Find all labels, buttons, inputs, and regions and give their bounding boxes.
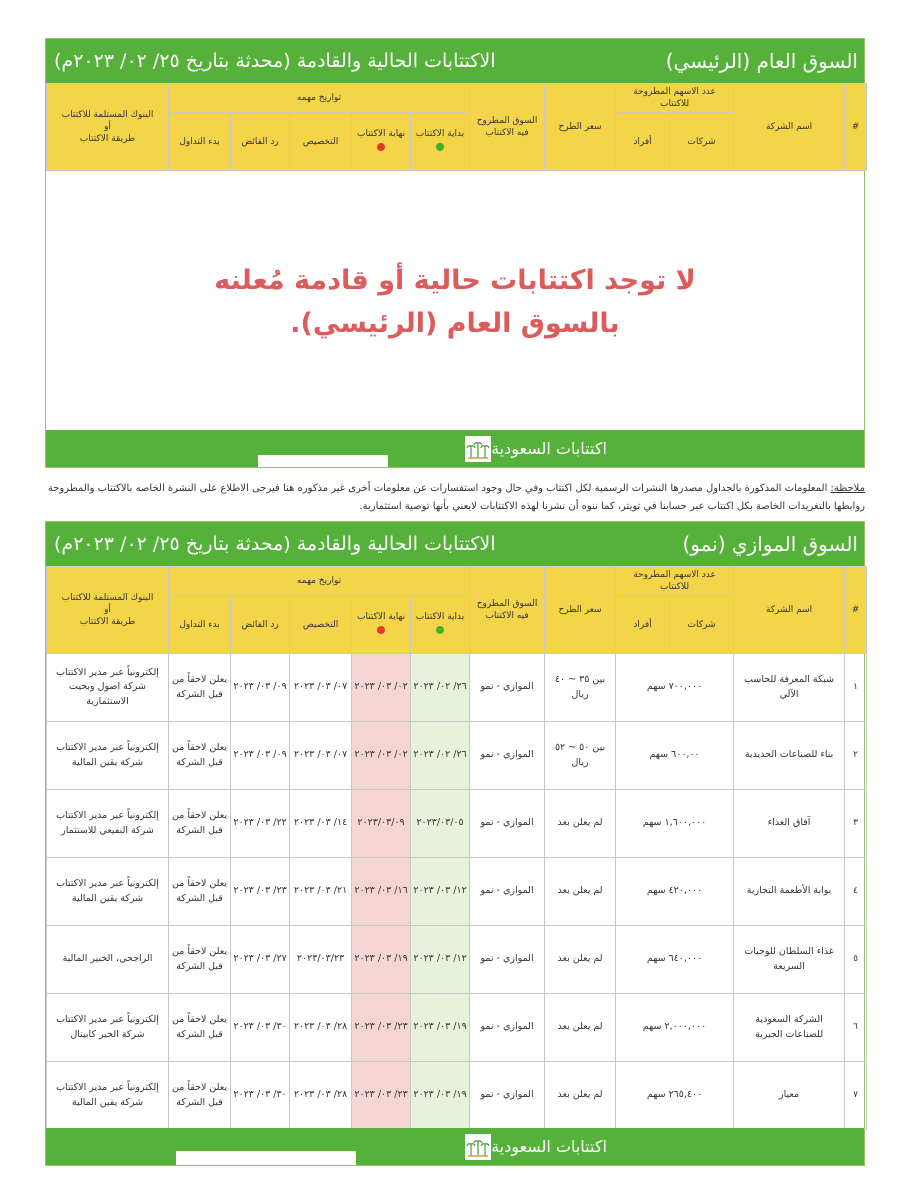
main-market-empty-state (46, 171, 864, 433)
banks-header-line1: البنوك المستلمة للاكتتاب (61, 592, 154, 603)
col-companies: شركات (670, 596, 734, 654)
row-company: الشركة السعودية للصناعات الجيرية (734, 994, 845, 1062)
row-price: لم يعلن بعد (545, 1062, 616, 1130)
row-market: الموازي - نمو (470, 654, 545, 722)
row-price: لم يعلن بعد (545, 858, 616, 926)
row-shares: ٢,٠٠٠,٠٠٠ سهم (616, 994, 734, 1062)
row-refund: ٢٧/ ٠٣/ ٢٠٢٣ (231, 926, 290, 994)
brand-name: اكتتابات السعودية (491, 1137, 607, 1156)
col-banks (47, 567, 169, 654)
row-banks: الراجحي، الخبير المالية (47, 926, 169, 994)
main-market-subtitle: الاكتتابات الحالية والقادمة (محدثة بتاريخ ٢٥/ ٠٢/ ٢٠٢٣م) (54, 50, 496, 72)
disclaimer-note (45, 480, 865, 515)
empty-message-line2: بالسوق العام (الرئيسي). (290, 308, 620, 340)
row-price: لم يعلن بعد (545, 790, 616, 858)
col-trading: بدء التداول (169, 596, 231, 654)
col-shares-offered: عدد الاسهم المطروحة للاكتتاب (616, 567, 734, 596)
row-market: الموازي - نمو (470, 994, 545, 1062)
row-market: الموازي - نمو (470, 858, 545, 926)
row-start: ١٢/ ٠٣/ ٢٠٢٣ (411, 926, 470, 994)
table-row (47, 858, 867, 926)
col-company: اسم الشركة (734, 567, 845, 654)
main-market-title-bar (46, 39, 864, 83)
row-shares: ٤٢٠,٠٠٠ سهم (616, 858, 734, 926)
row-shares: ٢٦٥,٤٠٠ سهم (616, 1062, 734, 1130)
row-refund: ٠٩/ ٠٣/ ٢٠٢٣ (231, 722, 290, 790)
nomu-brand-footer (46, 1128, 864, 1165)
banks-header-line3: طريقة الاكتتاب (79, 134, 136, 145)
table-row (47, 1062, 867, 1130)
col-price: سعر الطرح (545, 84, 616, 171)
table-row (47, 790, 867, 858)
row-allocation: ٢٨/ ٠٣/ ٢٠٢٣ (290, 994, 352, 1062)
row-num: ٦ (845, 994, 867, 1062)
nomu-market-name: السوق الموازي (نمو) (682, 532, 858, 556)
row-allocation: ٢٠٢٣/٠٣/٢٣ (290, 926, 352, 994)
main-brand-footer (46, 430, 864, 467)
row-refund: ٠٩/ ٠٣/ ٢٠٢٣ (231, 654, 290, 722)
col-important-dates: تواريخ مهمه (169, 84, 470, 113)
row-start: ٢٠٢٣/٠٣/٠٥ (411, 790, 470, 858)
col-market: السوق المطروح فيه الاكتتاب (470, 84, 545, 171)
row-company: بناء للصناعات الحديدية (734, 722, 845, 790)
row-num: ١ (845, 654, 867, 722)
main-market-panel (45, 38, 865, 468)
row-refund: ٢٢/ ٠٣/ ٢٠٢٣ (231, 790, 290, 858)
row-trading: يعلن لاحقاً من قبل الشركة (169, 722, 231, 790)
red-dot-icon (377, 626, 385, 634)
col-individuals: أفراد (616, 596, 670, 654)
row-refund: ٣٠/ ٠٣/ ٢٠٢٣ (231, 994, 290, 1062)
row-end: ١٦/ ٠٣/ ٢٠٢٣ (352, 858, 411, 926)
nomu-market-subtitle: الاكتتابات الحالية والقادمة (محدثة بتاريخ ٢٥/ ٠٢/ ٢٠٢٣م) (54, 533, 496, 555)
row-trading: يعلن لاحقاً من قبل الشركة (169, 926, 231, 994)
row-allocation: ٢١/ ٠٣/ ٢٠٢٣ (290, 858, 352, 926)
row-company: شبكة المعرفة للحاسب الآلي (734, 654, 845, 722)
row-num: ٥ (845, 926, 867, 994)
palm-logo-icon (465, 1134, 491, 1160)
row-trading: يعلن لاحقاً من قبل الشركة (169, 1062, 231, 1130)
col-shares-offered: عدد الاسهم المطروحة للاكتتاب (616, 84, 734, 113)
row-start: ٢٦/ ٠٢/ ٢٠٢٣ (411, 654, 470, 722)
row-price: بين ٣٥ ~ ٤٠ ريال (545, 654, 616, 722)
row-end: ٢٣/ ٠٣/ ٢٠٢٣ (352, 994, 411, 1062)
row-price: لم يعلن بعد (545, 926, 616, 994)
redaction-block (258, 455, 388, 467)
row-end: ٠٢/ ٠٣/ ٢٠٢٣ (352, 654, 411, 722)
row-banks: إلكترونياً عبر مدير الاكتتاب شركة اصول وبخيت الاستثمارية (47, 654, 169, 722)
row-start: ١٢/ ٠٣/ ٢٠٢٣ (411, 858, 470, 926)
col-companies: شركات (670, 113, 734, 171)
col-num: # (845, 84, 867, 171)
nomu-ipo-table (46, 566, 867, 1130)
green-dot-icon (436, 626, 444, 634)
row-num: ٤ (845, 858, 867, 926)
banks-header-line3: طريقة الاكتتاب (79, 617, 136, 628)
row-trading: يعلن لاحقاً من قبل الشركة (169, 858, 231, 926)
col-refund: رد الفائض (231, 596, 290, 654)
row-company: بوابة الأطعمة التجارية (734, 858, 845, 926)
table-row (47, 926, 867, 994)
empty-message-line1: لا توجد اكتتابات حالية أو قادمة مُعلنه (214, 265, 696, 297)
brand-name: اكتتابات السعودية (491, 439, 607, 458)
main-market-table (46, 83, 867, 171)
row-banks: إلكترونياً عبر مدير الاكتتاب شركة يقين المالية (47, 858, 169, 926)
banks-header-line1: البنوك المستلمة للاكتتاب (61, 109, 154, 120)
table-row (47, 654, 867, 722)
row-end: ٢٣/ ٠٣/ ٢٠٢٣ (352, 1062, 411, 1130)
row-allocation: ٠٧/ ٠٣/ ٢٠٢٣ (290, 654, 352, 722)
red-dot-icon (377, 143, 385, 151)
row-shares: ١,٦٠٠,٠٠٠ سهم (616, 790, 734, 858)
col-start (411, 596, 470, 654)
col-price: سعر الطرح (545, 567, 616, 654)
col-banks (47, 84, 169, 171)
row-allocation: ٢٨/ ٠٣/ ٢٠٢٣ (290, 1062, 352, 1130)
row-shares: ٦٠٠,٠٠ سهم (616, 722, 734, 790)
col-allocation: التخصيص (290, 596, 352, 654)
row-market: الموازي - نمو (470, 790, 545, 858)
row-end: ١٩/ ٠٣/ ٢٠٢٣ (352, 926, 411, 994)
nomu-market-title-bar (46, 522, 864, 566)
row-allocation: ١٤/ ٠٣/ ٢٠٢٣ (290, 790, 352, 858)
start-header-label: بداية الاكتتاب (415, 129, 465, 140)
col-end (352, 596, 411, 654)
row-trading: يعلن لاحقاً من قبل الشركة (169, 994, 231, 1062)
col-start (411, 113, 470, 171)
col-refund: رد الفائض (231, 113, 290, 171)
row-company: غذاء السلطان للوجبات السريعة (734, 926, 845, 994)
row-start: ١٩/ ٠٣/ ٢٠٢٣ (411, 994, 470, 1062)
row-trading: يعلن لاحقاً من قبل الشركة (169, 654, 231, 722)
row-banks: إلكترونياً عبر مدير الاكتتاب شركة الخير كابيتال (47, 994, 169, 1062)
main-market-name: السوق العام (الرئيسي) (665, 49, 858, 73)
note-label: ملاحظة: (830, 483, 865, 494)
col-trading: بدء التداول (169, 113, 231, 171)
row-banks: إلكترونياً عبر مدير الاكتتاب شركة يقين المالية (47, 722, 169, 790)
row-shares: ٦٤٠,٠٠٠ سهم (616, 926, 734, 994)
row-refund: ٢٣/ ٠٣/ ٢٠٢٣ (231, 858, 290, 926)
start-header-label: بداية الاكتتاب (415, 612, 465, 623)
row-end: ٠٢/ ٠٣/ ٢٠٢٣ (352, 722, 411, 790)
row-banks: إلكترونياً عبر مدير الاكتتاب شركة يقين المالية (47, 1062, 169, 1130)
palm-logo-icon (465, 436, 491, 462)
row-banks: إلكترونياً عبر مدير الاكتتاب شركة النفيعي للاستثمار (47, 790, 169, 858)
row-market: الموازي - نمو (470, 722, 545, 790)
col-allocation: التخصيص (290, 113, 352, 171)
col-num: # (845, 567, 867, 654)
row-num: ٣ (845, 790, 867, 858)
row-num: ٧ (845, 1062, 867, 1130)
green-dot-icon (436, 143, 444, 151)
col-company: اسم الشركة (734, 84, 845, 171)
col-important-dates: تواريخ مهمه (169, 567, 470, 596)
row-market: الموازي - نمو (470, 1062, 545, 1130)
redaction-block (176, 1151, 356, 1165)
col-end (352, 113, 411, 171)
col-individuals: أفراد (616, 113, 670, 171)
nomu-market-panel (45, 521, 865, 1166)
row-start: ٢٦/ ٠٢/ ٢٠٢٣ (411, 722, 470, 790)
row-market: الموازي - نمو (470, 926, 545, 994)
row-allocation: ٠٧/ ٠٣/ ٢٠٢٣ (290, 722, 352, 790)
row-trading: يعلن لاحقاً من قبل الشركة (169, 790, 231, 858)
row-shares: ٧٠٠,٠٠٠ سهم (616, 654, 734, 722)
row-start: ١٩/ ٠٣/ ٢٠٢٣ (411, 1062, 470, 1130)
row-company: معيار (734, 1062, 845, 1130)
row-num: ٢ (845, 722, 867, 790)
banks-header-line2: أو (104, 122, 111, 133)
row-price: بين ٥٠ ~ ٥٢ ريال (545, 722, 616, 790)
table-row (47, 722, 867, 790)
table-row (47, 994, 867, 1062)
row-end: ٢٠٢٣/٠٣/٠٩ (352, 790, 411, 858)
row-price: لم يعلن بعد (545, 994, 616, 1062)
col-market: السوق المطروح فيه الاكتتاب (470, 567, 545, 654)
banks-header-line2: أو (104, 605, 111, 616)
row-refund: ٣٠/ ٠٣/ ٢٠٢٣ (231, 1062, 290, 1130)
end-header-label: نهاية الاكتتاب (356, 129, 406, 140)
row-company: آفاق الغذاء (734, 790, 845, 858)
note-text: المعلومات المذكورة بالجداول مصدرها النشرات الرسمية لكل اكتتاب وفي حال وجود استفسارات عن معلومات أخرى غير مذكوره هنا فيرجى الاطلاع على النشرة الخاصه بالاكتتاب والمطروحة روابطها بالتغريدات الخاصة بكل اكتتاب عبر حسابنا في تويتر، كما ننوه أن نشرنا لهذه الاكتتابات لايعني بأنها توصية استثمارية. (47, 483, 865, 512)
end-header-label: نهاية الاكتتاب (356, 612, 406, 623)
